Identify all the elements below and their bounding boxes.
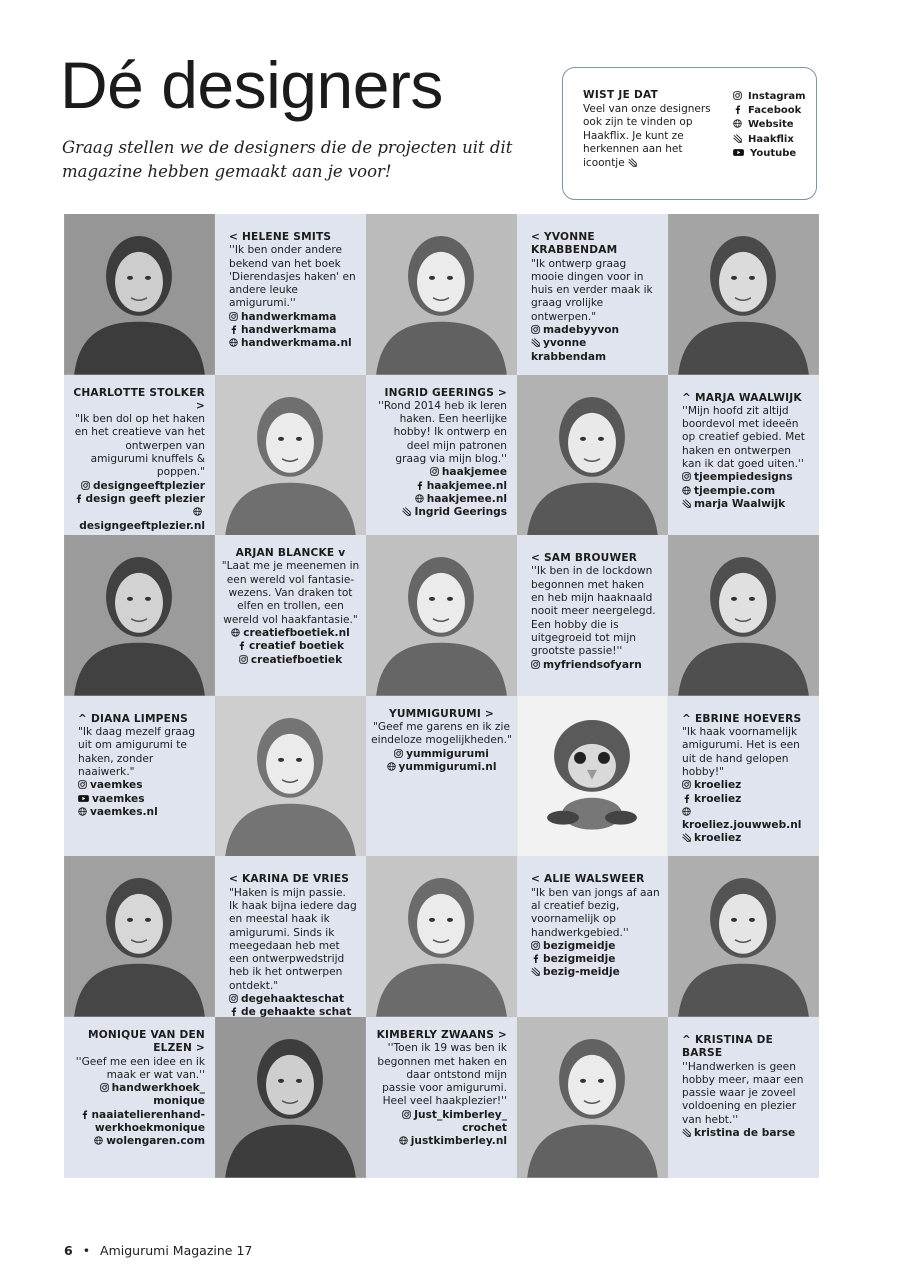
instagram-icon [81, 480, 93, 492]
page-footer [64, 1243, 252, 1258]
designer-name: < SAM BROUWER [531, 552, 638, 565]
designer-quote: "Ik daag mezelf graag uit om amigurumi te haken, zonder naaiwerk." [78, 726, 196, 778]
haakflix-icon [531, 966, 543, 978]
designer-quote: ''Rond 2014 heb ik leren haken. Een heerlijke hobby! Ik ontwerp en deel mijn patronen graag via mijn blog.'' [378, 399, 507, 466]
designer-card [64, 696, 215, 857]
designer-handle[interactable]: handwerkhoek_ monique [72, 1082, 205, 1109]
instagram-icon [531, 659, 543, 671]
facebook-icon [74, 493, 86, 505]
magazine-name: Amigurumi Magazine 17 [100, 1243, 253, 1258]
footer-separator: • [82, 1243, 91, 1258]
website-icon [733, 118, 745, 132]
designer-quote: ''Geef me een idee en ik maak er wat van.'' [75, 1055, 205, 1081]
designer-quote: ''Ik ben in de lockdown begonnen met haken en heb mijn haaknaald nooit meer neergelegd. Een hobby die is uitgegroeid tot mijn grootste passie!'' [531, 565, 656, 658]
designer-quote: "Ik ben dol op het haken en het creatieve van het ontwerpen van amigurumi knuffels & poppen." [74, 413, 205, 479]
photo-monique-van-den-elzen [215, 1017, 366, 1178]
designer-quote: ''Ik ben onder andere bekend van het boek 'Dierendasjes haken' en andere leuke amigurumi.'' [229, 244, 356, 310]
photo-helene-smits [64, 214, 215, 375]
designer-handle[interactable]: tjeempiedesigns [682, 471, 811, 484]
photo-kimberly-zwaans [517, 1017, 668, 1178]
info-box-text: Veel van onze designers ook zijn te vinden op Haakflix. Je kunt ze herkennen aan het icoontje [583, 102, 711, 169]
instagram-icon [402, 1109, 414, 1121]
designer-name: ^ EBRINE HOEVERS [682, 712, 802, 725]
designer-card [215, 856, 366, 1017]
designer-quote: ''Toen ik 19 was ben ik begonnen met haken en daar ontstond mijn passie voor amigurumi. Heel veel haakplezier!'' [377, 1042, 507, 1108]
designer-card [366, 375, 517, 536]
website-icon [682, 806, 694, 818]
photo-ingrid-geerings [517, 375, 668, 536]
designer-quote: "Ik ben van jongs af aan al creatief bezig, voornamelijk op handwerkgebied.'' [531, 886, 660, 939]
designer-handle[interactable]: tjeempie.com [682, 485, 811, 498]
legend-youtube: Youtube [733, 147, 806, 161]
website-icon [415, 493, 427, 505]
photo-ebrine-hoevers [517, 696, 668, 857]
designer-handle[interactable]: bezig-meidje [531, 966, 660, 979]
designer-card [215, 535, 366, 696]
designer-handle[interactable]: marja Waalwijk [682, 498, 811, 511]
website-icon [399, 1135, 411, 1147]
designer-name: YUMMIGURUMI > [388, 707, 494, 720]
photo-karina-de-vries [64, 856, 215, 1017]
legend-haakflix: Haakflix [733, 133, 806, 147]
legend-facebook: Facebook [733, 104, 806, 118]
designer-name: INGRID GEERINGS > [384, 386, 507, 399]
photo-diana-limpens [668, 535, 819, 696]
designer-handle[interactable]: madebyyvon [531, 324, 660, 337]
haakflix-icon [628, 157, 640, 169]
info-box-title: WIST JE DAT [583, 89, 659, 101]
instagram-icon [430, 466, 442, 478]
facebook-icon [415, 480, 427, 492]
designer-handle[interactable]: myfriendsofyarn [531, 659, 660, 672]
instagram-icon [733, 90, 745, 104]
designer-handle[interactable]: vaemkes.nl [78, 806, 207, 819]
photo-charlotte-stolker [215, 375, 366, 536]
website-icon [231, 627, 243, 639]
designer-handle[interactable]: bezigmeidje [531, 953, 660, 966]
photo-arjan-blancke [64, 535, 215, 696]
legend-instagram: Instagram [733, 90, 806, 104]
designer-handle[interactable]: design geeft plezier [72, 493, 205, 506]
designer-card [64, 1017, 215, 1178]
designer-handle[interactable]: naaiatelierenhand-werkhoekmonique [72, 1109, 205, 1136]
designer-card [668, 1017, 819, 1178]
designer-card [366, 696, 517, 857]
designer-handle[interactable]: Ingrid Geerings [374, 506, 507, 519]
instagram-icon [229, 311, 241, 323]
youtube-icon [78, 793, 92, 805]
designer-handle[interactable]: justkimberley.nl [374, 1135, 507, 1148]
designer-handle[interactable]: creatiefboetiek [219, 654, 362, 667]
designer-handle[interactable]: wolengaren.com [72, 1135, 205, 1148]
designer-handle[interactable]: designgeeftplezier [72, 480, 205, 493]
designer-card [215, 214, 366, 375]
designer-quote: "Laat me je meenemen in een wereld vol fantasie-wezens. Van draken tot elfen en trollen, een wereld vol haakfantasie." [221, 560, 360, 626]
page-title: Dé designers [60, 48, 443, 122]
designer-card [517, 856, 668, 1017]
facebook-icon [237, 640, 249, 652]
designer-handle[interactable]: haakjemee.nl [374, 480, 507, 493]
designer-handle[interactable]: haakjemee [374, 466, 507, 479]
instagram-icon [100, 1082, 112, 1094]
designer-handle[interactable]: haakjemee.nl [374, 493, 507, 506]
designer-card [517, 214, 668, 375]
designer-name: < YVONNE KRABBENDAM [531, 231, 618, 257]
youtube-icon [733, 147, 747, 161]
website-icon [193, 506, 205, 518]
designer-handle[interactable]: designgeeftplezier.nl [72, 506, 205, 533]
facebook-icon [531, 953, 543, 965]
designer-handle[interactable]: kroeliez [682, 793, 811, 806]
instagram-icon [682, 471, 694, 483]
designer-quote: ''Handwerken is geen hobby meer, maar een passie waar je zoveel voldoening en plezier van hebt.'' [682, 1060, 804, 1126]
instagram-icon [239, 654, 251, 666]
facebook-icon [682, 793, 694, 805]
haakflix-icon [682, 832, 694, 844]
designer-handle[interactable]: handwerkmama [229, 311, 358, 324]
website-icon [78, 806, 90, 818]
website-icon [682, 485, 694, 497]
haakflix-icon [682, 498, 694, 510]
facebook-icon [229, 324, 241, 336]
designer-grid [64, 214, 819, 1178]
instagram-icon [531, 324, 543, 336]
designer-name: ^ MARJA WAALWIJK [682, 391, 802, 404]
designer-quote: "Ik haak voornamelijk amigurumi. Het is een uit de hand gelopen hobby!" [682, 726, 800, 778]
website-icon [229, 337, 241, 349]
designer-handle[interactable]: yummigurumi [370, 748, 513, 761]
designer-name: ARJAN BLANCKE v [235, 547, 346, 560]
website-icon [387, 761, 399, 773]
designer-handle[interactable]: creatiefboetiek.nl [219, 627, 362, 640]
designer-name: MONIQUE VAN DEN ELZEN > [87, 1029, 205, 1055]
designer-handle[interactable]: degehaakteschat [229, 993, 358, 1006]
haakflix-icon [402, 506, 414, 518]
designer-handle[interactable]: creatief boetiek [219, 640, 362, 653]
designer-quote: "Ik ontwerp graag mooie dingen voor in huis en verder maak ik graag vrolijke ontwerpen." [531, 257, 653, 323]
designer-name: < ALIE WALSWEER [531, 873, 645, 886]
designer-quote: ''Mijn hoofd zit altijd boordevol met ideeën op creatief gebied. Met haken en ontwerpen kan ik dat goed uiten.'' [682, 404, 805, 471]
designer-handle[interactable]: Just_kimberley_ crochet [374, 1109, 507, 1136]
designer-handle[interactable]: bezigmeidje [531, 940, 660, 953]
info-box [562, 67, 817, 200]
page-subtitle: Graag stellen we de designers die de projecten uit dit magazine hebben gemaakt aan je voor! [62, 138, 513, 181]
designer-name: < KARINA DE VRIES [229, 873, 350, 886]
photo-sam-brouwer [366, 535, 517, 696]
photo-yvonne-krabbendam [366, 214, 517, 375]
haakflix-icon [531, 337, 543, 349]
designer-name: < HELENE SMITS [229, 231, 332, 243]
haakflix-icon [682, 1127, 694, 1139]
designer-name: ^ DIANA LIMPENS [78, 712, 188, 725]
designer-card [366, 1017, 517, 1178]
designer-handle[interactable]: handwerkmama.nl [229, 337, 358, 350]
designer-handle[interactable]: vaemkes [78, 779, 207, 792]
designer-card [64, 375, 215, 536]
designer-handle[interactable]: kroeliez [682, 779, 811, 792]
designer-card [668, 696, 819, 857]
legend-website: Website [733, 118, 806, 132]
instagram-icon [682, 779, 694, 791]
designer-name: CHARLOTTE STOLKER > [73, 386, 205, 412]
facebook-icon [80, 1109, 92, 1121]
photo-yummigurumi [215, 696, 366, 857]
designer-name: KIMBERLY ZWAANS > [376, 1029, 507, 1041]
facebook-icon [733, 104, 745, 118]
designer-handle[interactable]: handwerkmama [229, 324, 358, 337]
website-icon [94, 1135, 106, 1147]
page-number: 6 [64, 1243, 73, 1258]
photo-kristina-de-barse [668, 856, 819, 1017]
designer-handle[interactable]: kroeliez.jouwweb.nl [682, 806, 811, 833]
designer-handle[interactable]: yummigurumi.nl [370, 761, 513, 774]
photo-marja-waalwijk [668, 214, 819, 375]
instagram-icon [531, 940, 543, 952]
haakflix-icon [733, 133, 745, 147]
designer-quote: "Geef me garens en ik zie eindeloze mogelijkheden." [371, 721, 512, 747]
designer-handle[interactable]: kroeliez [682, 832, 811, 845]
designer-card [668, 375, 819, 536]
icon-legend [733, 90, 806, 161]
designer-card [517, 535, 668, 696]
instagram-icon [78, 779, 90, 791]
designer-handle[interactable]: de gehaakte schat [229, 1006, 358, 1017]
photo-alie-walsweer [366, 856, 517, 1017]
designer-name: ^ KRISTINA DE BARSE [682, 1034, 774, 1060]
facebook-icon [229, 1006, 241, 1017]
designer-handle[interactable]: vaemkes [78, 793, 207, 806]
designer-handle[interactable]: kristina de barse [682, 1127, 811, 1140]
instagram-icon [229, 993, 241, 1005]
designer-quote: "Haken is mijn passie. Ik haak bijna iedere dag en meestal haak ik amigurumi. Sinds ik meegedaan heb met een ontwerpwedstrijd heb ik het ontwerpen ontdekt." [229, 886, 357, 992]
instagram-icon [394, 748, 406, 760]
designer-handle[interactable]: yvonne krabbendam [531, 337, 607, 363]
